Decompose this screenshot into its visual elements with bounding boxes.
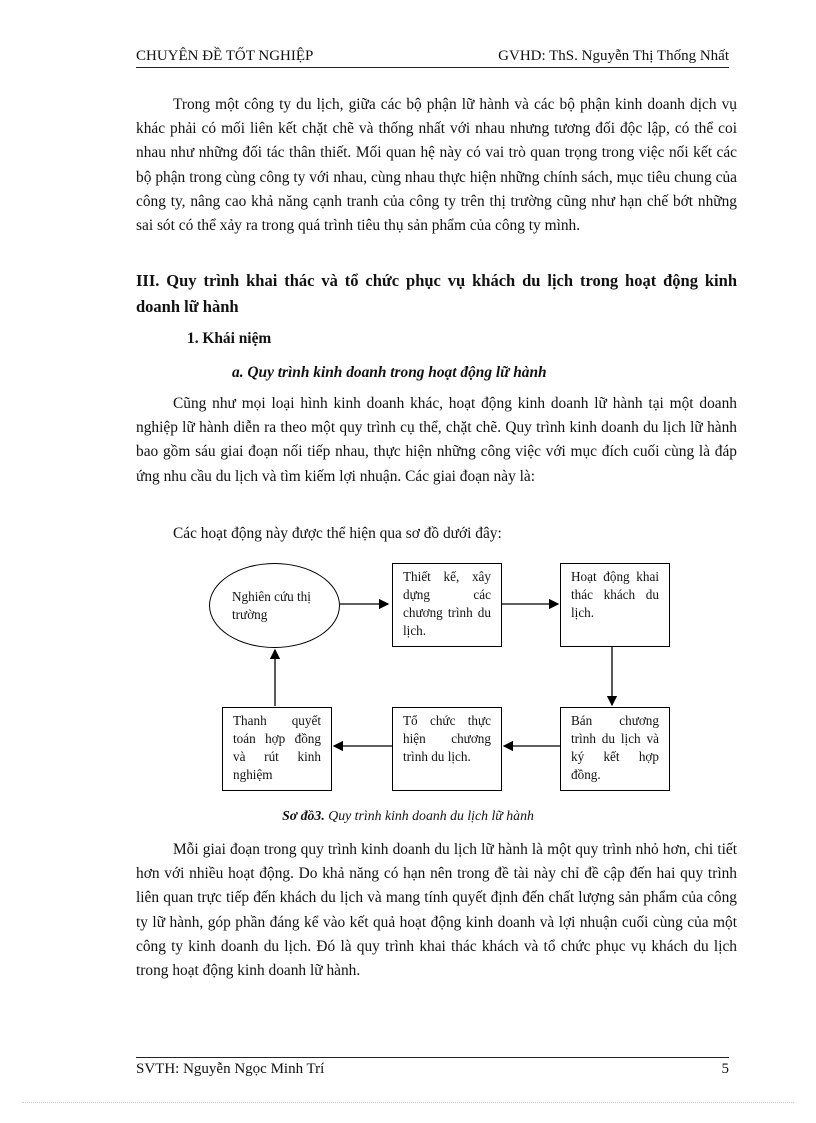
diagram-node-market-research: Nghiên cứu thị trường	[209, 563, 340, 648]
diagram-node-design: Thiết kế, xây dựng các chương trình du lịch.	[392, 563, 502, 647]
subsubsection-heading: a. Quy trình kinh doanh trong hoạt động lữ hành	[232, 364, 547, 381]
paragraph-process: Cũng như mọi loại hình kinh doanh khác, hoạt động kinh doanh lữ hành tại một doanh nghiệp lữ hành diễn ra theo một quy trình cụ thể, chặt chẽ. Quy trình kinh doanh du lịch lữ hành bao gồm sáu giai đoạn nối tiếp nhau, thực hiện những công việc với mục đích cuối cùng là đáp ứng nhu cầu du lịch và tìm kiếm lợi nhuận. Các giai đoạn này là:	[136, 395, 737, 485]
diagram-node-settlement: Thanh quyết toán hợp đồng và rút kinh nghiệm	[222, 707, 332, 791]
diagram-node-sales: Bán chương trình du lịch và ký kết hợp đồng.	[560, 707, 670, 791]
diagram-node-organize: Tổ chức thực hiện chương trình du lịch.	[392, 707, 502, 791]
diagram-node-marketing: Hoạt động khai thác khách du lịch.	[560, 563, 670, 647]
paragraph-intro: Trong một công ty du lịch, giữa các bộ phận lữ hành và các bộ phận kinh doanh dịch vụ khác phải có mối liên kết chặt chẽ và thống nhất với nhau nhưng tương đối độc lập, có thể coi nhau như những đối tác thân thiết. Mối quan hệ này có vai trò quan trọng trong việc nối kết các bộ phận trong cùng công ty với nhau, cùng nhau thực hiện những chính sách, mục tiêu chung của công ty, nâng cao khả năng cạnh tranh của công ty trên thị trường cũng như hạn chế bớt những sai sót có thể xảy ra trong quá trình tiêu thụ sản phẩm của công ty mình.	[136, 96, 737, 235]
page-number: 5	[721, 1061, 729, 1077]
paragraph-diagram-intro: Các hoạt động này được thể hiện qua sơ đồ dưới đây:	[173, 525, 502, 542]
subsection-heading: 1. Khái niệm	[187, 330, 272, 347]
caption-label: Sơ đồ3.	[282, 808, 325, 823]
page-edge-divider	[22, 1102, 794, 1103]
diagram-caption	[0, 808, 816, 824]
footer-author: SVTH: Nguyễn Ngọc Minh Trí	[136, 1061, 325, 1077]
caption-text: Quy trình kinh doanh du lịch lữ hành	[324, 808, 534, 823]
section-heading: III. Quy trình khai thác và tổ chức phục vụ khách du lịch trong hoạt động kinh doanh lữ hành	[136, 271, 737, 316]
page-footer	[136, 1057, 729, 1078]
paragraph-scope: Mỗi giai đoạn trong quy trình kinh doanh du lịch lữ hành là một quy trình nhỏ hơn, chi tiết hơn với nhiều hoạt động. Do khả năng có hạn nên trong đề tài này chỉ đề cập đến hai quy trình liên quan trực tiếp đến khách du lịch và mang tính quyết định đến chất lượng sản phẩm của công ty lữ hành, góp phần đáng kể vào kết quả hoạt động kinh doanh và lợi nhuận cuối cùng của một công ty kinh doanh du lịch. Đó là quy trình khai thác khách và tổ chức phục vụ khách du lịch trong hoạt động kinh doanh lữ hành.	[136, 841, 737, 980]
header-advisor: GVHD: ThS. Nguyễn Thị Thống Nhất	[498, 48, 729, 64]
header-title: CHUYÊN ĐỀ TỐT NGHIỆP	[136, 48, 314, 64]
